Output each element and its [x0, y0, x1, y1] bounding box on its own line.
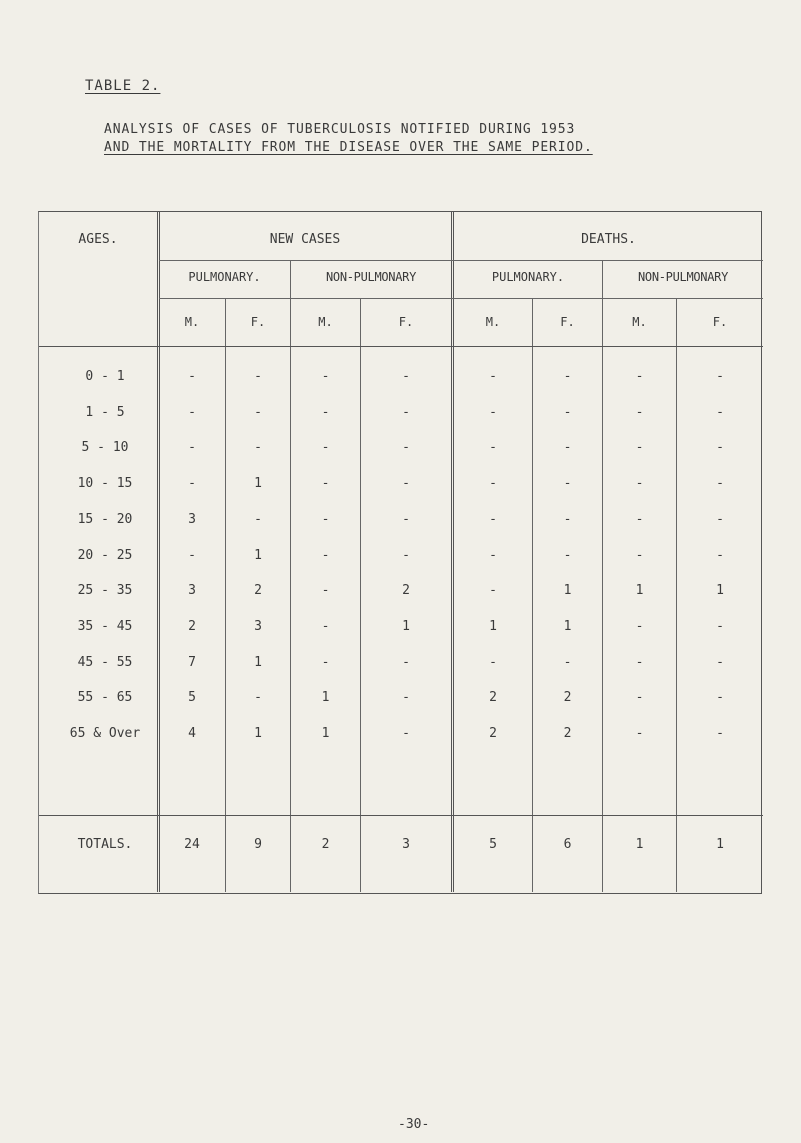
table-cell: - [563, 369, 572, 384]
tuberculosis-table [38, 211, 762, 894]
table-cell: 7 [188, 655, 196, 670]
totals-cell: 5 [489, 837, 497, 852]
table-cell: - [402, 512, 410, 527]
table-cell: - [716, 476, 724, 491]
header-f: F. [712, 315, 728, 329]
table-cell: - [254, 405, 262, 420]
table-cell: - [489, 655, 497, 670]
table-cell: - [321, 548, 330, 563]
table-cell: 3 [188, 583, 196, 598]
table-cell: - [716, 690, 724, 705]
table-cell: 1 [254, 476, 262, 491]
table-cell: - [489, 440, 497, 455]
table-cell: - [563, 548, 572, 563]
table-title-line-1: ANALYSIS OF CASES OF TUBERCULOSIS NOTIFIED DURING 1953 [104, 122, 576, 137]
totals-label: TOTALS. [77, 837, 133, 852]
rule-under-subgroups [159, 298, 763, 299]
table-cell: - [489, 583, 497, 598]
table-cell: - [635, 548, 644, 563]
table-cell: 2 [489, 726, 497, 741]
divider-deaths-pul-nonpul [602, 260, 603, 892]
totals-cell: 1 [716, 837, 724, 852]
table-cell: - [635, 619, 644, 634]
header-m: M. [632, 315, 647, 329]
table-cell: - [635, 476, 644, 491]
table-cell: - [716, 619, 724, 634]
table-cell: 2 [489, 690, 497, 705]
age-range-label: 45 - 55 [77, 655, 133, 670]
table-cell: - [635, 655, 644, 670]
table-cell: - [716, 405, 724, 420]
table-cell: - [489, 476, 497, 491]
age-range-label: 0 - 1 [85, 369, 125, 384]
table-cell: - [402, 440, 410, 455]
table-cell: 4 [188, 726, 196, 741]
table-cell: - [563, 655, 572, 670]
table-cell: 2 [563, 690, 572, 705]
header-f: F. [560, 315, 575, 329]
table-cell: - [402, 405, 410, 420]
page-number: -30- [398, 1117, 430, 1132]
rule-above-totals [39, 815, 763, 816]
table-cell: - [402, 726, 410, 741]
table-cell: 2 [402, 583, 410, 598]
table-cell: - [402, 369, 410, 384]
table-cell: - [188, 476, 196, 491]
table-cell: - [188, 369, 196, 384]
table-cell: - [563, 405, 572, 420]
table-cell: 1 [489, 619, 497, 634]
table-cell: 1 [254, 548, 262, 563]
table-cell: - [489, 405, 497, 420]
table-cell: - [716, 655, 724, 670]
totals-cell: 2 [321, 837, 330, 852]
table-cell: - [489, 548, 497, 563]
header-new-non-pulmonary: NON-PULMONARY [325, 270, 417, 284]
table-cell: - [321, 476, 330, 491]
table-cell: - [635, 440, 644, 455]
age-range-label: 20 - 25 [77, 548, 133, 563]
header-f: F. [398, 315, 414, 329]
table-title-line-2: AND THE MORTALITY FROM THE DISEASE OVER THE SAME PERIOD. [104, 140, 593, 155]
table-cell: - [489, 369, 497, 384]
table-cell: - [563, 440, 572, 455]
table-cell: 2 [188, 619, 196, 634]
header-deaths-non-pulmonary: NON-PULMONARY [637, 270, 729, 284]
table-cell: 1 [254, 726, 262, 741]
totals-cell: 9 [254, 837, 262, 852]
table-cell: - [716, 548, 724, 563]
table-cell: 1 [635, 583, 644, 598]
table-cell: 1 [563, 583, 572, 598]
age-range-label: 25 - 35 [77, 583, 133, 598]
table-cell: - [402, 476, 410, 491]
table-cell: - [254, 440, 262, 455]
table-cell: - [563, 476, 572, 491]
age-range-label: 35 - 45 [77, 619, 133, 634]
table-cell: 3 [188, 512, 196, 527]
table-cell: - [254, 512, 262, 527]
rule-under-groups [159, 260, 763, 261]
header-deaths: DEATHS. [581, 232, 636, 247]
table-cell: 1 [321, 726, 330, 741]
table-cell: - [635, 369, 644, 384]
table-cell: - [188, 548, 196, 563]
table-cell: - [489, 512, 497, 527]
table-cell: - [402, 690, 410, 705]
rule-under-header [39, 346, 763, 347]
age-range-label: 10 - 15 [77, 476, 133, 491]
age-range-label: 15 - 20 [77, 512, 133, 527]
table-cell: 1 [402, 619, 410, 634]
table-cell: 3 [254, 619, 262, 634]
table-cell: - [716, 440, 724, 455]
table-cell: - [188, 405, 196, 420]
totals-cell: 24 [184, 837, 200, 852]
header-m: M. [485, 315, 501, 329]
table-cell: - [563, 512, 572, 527]
table-cell: 5 [188, 690, 196, 705]
table-cell: - [188, 440, 196, 455]
age-range-label: 65 & Over [69, 726, 141, 741]
totals-cell: 3 [402, 837, 410, 852]
table-cell: - [321, 405, 330, 420]
totals-cell: 6 [563, 837, 572, 852]
table-cell: 2 [254, 583, 262, 598]
table-cell: - [321, 655, 330, 670]
table-cell: - [716, 369, 724, 384]
table-cell: - [635, 405, 644, 420]
table-cell: - [716, 726, 724, 741]
header-new-cases: NEW CASES [269, 232, 341, 247]
table-cell: - [716, 512, 724, 527]
table-cell: 1 [321, 690, 330, 705]
table-cell: - [635, 512, 644, 527]
table-cell: - [321, 512, 330, 527]
table-label: TABLE 2. [85, 78, 161, 94]
age-range-label: 5 - 10 [81, 440, 129, 455]
header-f: F. [250, 315, 266, 329]
table-cell: - [635, 726, 644, 741]
table-cell: - [321, 583, 330, 598]
table-cell: - [254, 690, 262, 705]
table-cell: 1 [254, 655, 262, 670]
table-cell: - [321, 440, 330, 455]
header-new-pulmonary: PULMONARY. [188, 270, 261, 284]
table-cell: 1 [563, 619, 572, 634]
header-m: M. [184, 315, 200, 329]
table-cell: - [402, 548, 410, 563]
table-cell: - [635, 690, 644, 705]
table-cell: - [254, 369, 262, 384]
table-cell: - [321, 369, 330, 384]
divider-new-pul-nonpul [290, 260, 291, 892]
age-range-label: 55 - 65 [77, 690, 133, 705]
table-cell: - [402, 655, 410, 670]
header-ages: AGES. [78, 232, 118, 247]
table-cell: 1 [716, 583, 724, 598]
totals-cell: 1 [635, 837, 644, 852]
header-deaths-pulmonary: PULMONARY. [491, 270, 565, 284]
age-range-label: 1 - 5 [85, 405, 125, 420]
table-cell: 2 [563, 726, 572, 741]
table-cell: - [321, 619, 330, 634]
header-m: M. [318, 315, 333, 329]
